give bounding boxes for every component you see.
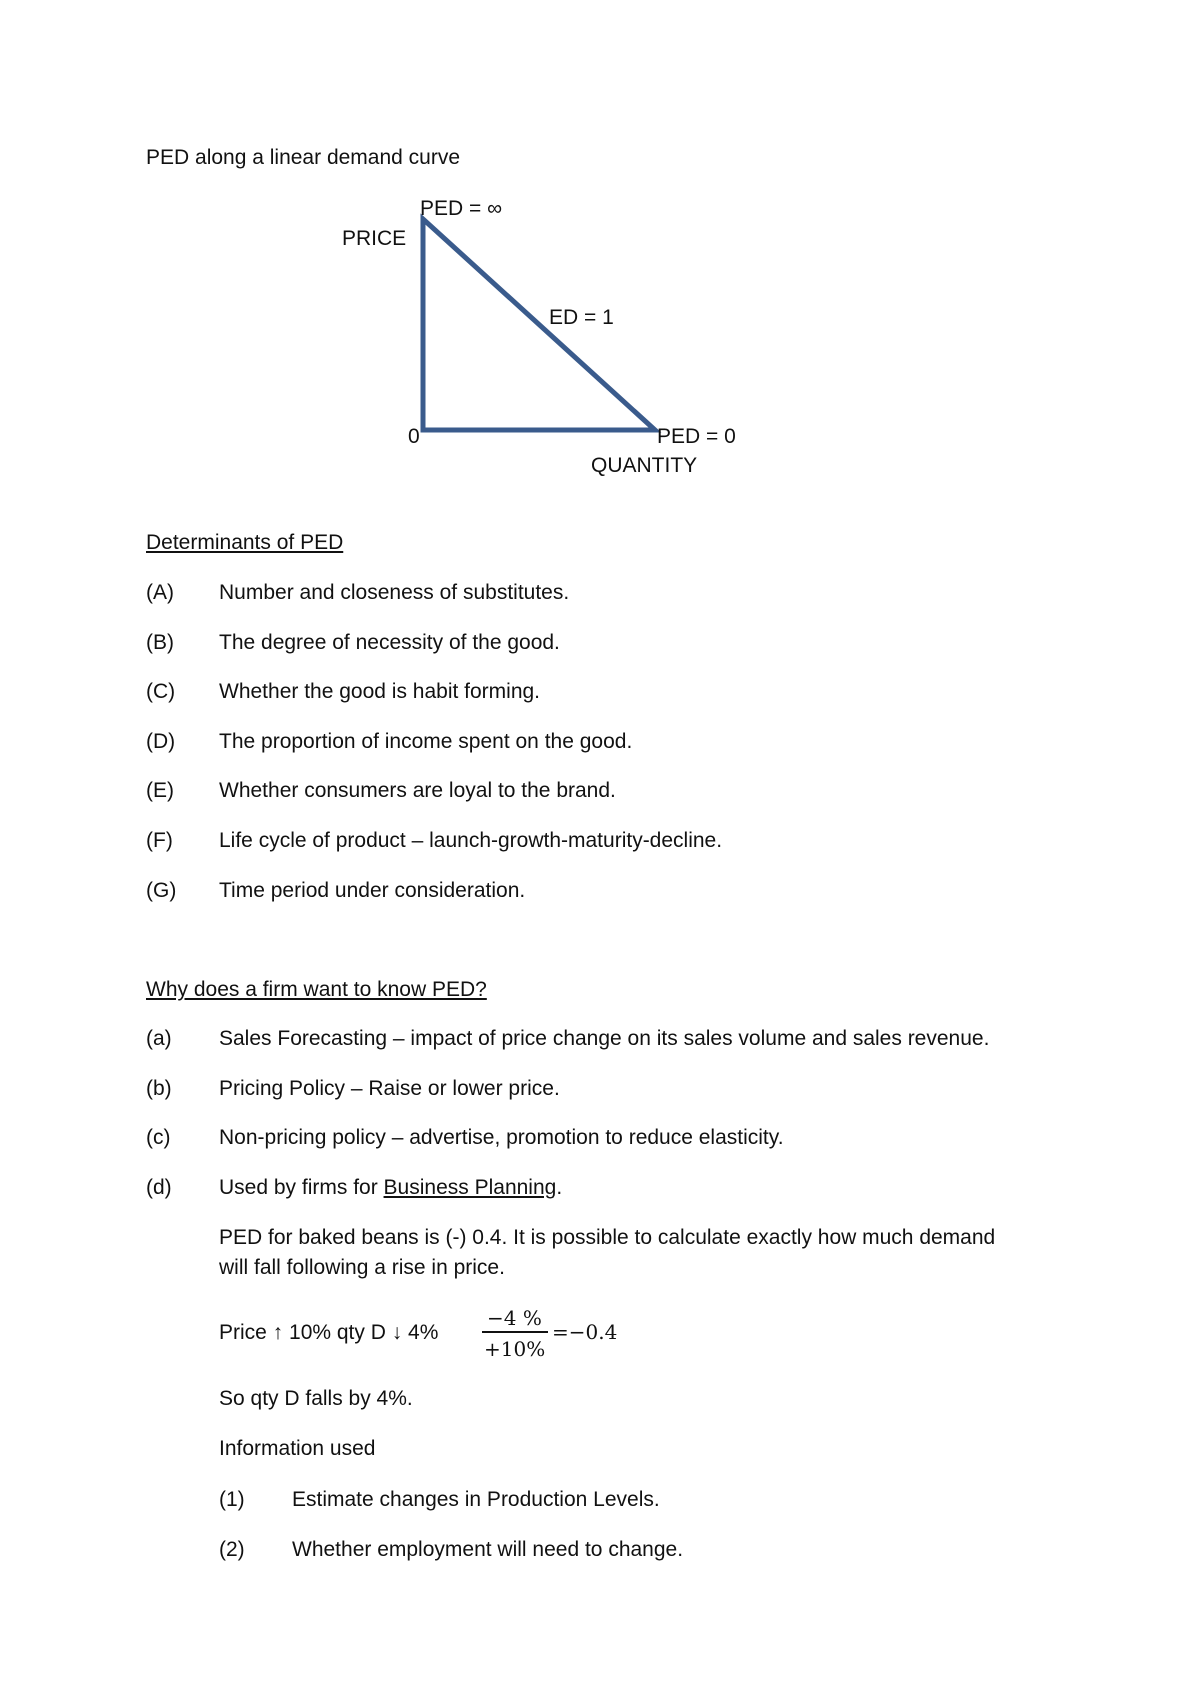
- list-item-label: (a): [146, 1027, 172, 1050]
- demand-curve-diagram: [0, 0, 1200, 500]
- list-item-label: (b): [146, 1077, 172, 1100]
- determinants-title: Determinants of PED: [146, 531, 344, 554]
- list-item-text: Whether consumers are loyal to the brand.: [219, 779, 616, 802]
- list-item-text: Estimate changes in Production Levels.: [292, 1488, 660, 1511]
- list-item-text: [219, 1176, 562, 1200]
- list-item-label: (2): [219, 1538, 245, 1561]
- falls-text: So qty D falls by 4%.: [219, 1387, 413, 1410]
- list-item-label: (D): [146, 730, 176, 753]
- price-axis-label: PRICE: [342, 227, 407, 250]
- list-item-label: (E): [146, 779, 174, 802]
- list-item-label: (A): [146, 581, 174, 604]
- list-item-label: (F): [146, 829, 173, 852]
- list-item-text: Number and closeness of substitutes.: [219, 581, 570, 604]
- beans-paragraph-line1: PED for baked beans is (-) 0.4. It is possible to calculate exactly how much demand: [219, 1226, 996, 1249]
- beans-paragraph-line2: will fall following a rise in price.: [219, 1256, 505, 1279]
- info-used-text: Information used: [219, 1437, 376, 1460]
- list-item-text: Whether employment will need to change.: [292, 1538, 684, 1561]
- ped-infinity-label: PED = ∞: [420, 197, 503, 220]
- business-planning-underlined: Business Planning: [383, 1176, 557, 1199]
- fraction-numerator: −4 %: [487, 1306, 542, 1330]
- fraction-denominator: +10%: [484, 1337, 546, 1361]
- list-item-text: The degree of necessity of the good.: [219, 631, 560, 654]
- list-item-text: Whether the good is habit forming.: [219, 680, 541, 703]
- fraction-bar: [482, 1331, 548, 1333]
- list-item-text: Time period under consideration.: [219, 879, 526, 902]
- demand-triangle: [423, 219, 655, 430]
- ed-one-label: ED = 1: [549, 306, 614, 329]
- text-after: .: [556, 1176, 563, 1199]
- list-item-label: (c): [146, 1126, 171, 1149]
- list-item-label: (C): [146, 680, 176, 703]
- list-item-text: Non-pricing policy – advertise, promotion to reduce elasticity.: [219, 1126, 784, 1149]
- text-before: Used by firms for: [219, 1176, 384, 1199]
- calc-text: Price ↑ 10% qty D ↓ 4%: [219, 1321, 439, 1344]
- list-item-label: (G): [146, 879, 177, 902]
- list-item-label: (B): [146, 631, 174, 654]
- fraction-result: =−0.4: [552, 1320, 618, 1344]
- list-item-label: (1): [219, 1488, 245, 1511]
- list-item-text: Sales Forecasting – impact of price change on its sales volume and sales revenue.: [219, 1027, 990, 1050]
- page-heading: PED along a linear demand curve: [146, 146, 461, 169]
- origin-label: 0: [408, 425, 420, 448]
- list-item-text: The proportion of income spent on the good.: [219, 730, 633, 753]
- ped-zero-label: PED = 0: [657, 425, 736, 448]
- quantity-axis-label: QUANTITY: [591, 454, 698, 477]
- list-item-label: (d): [146, 1176, 172, 1199]
- list-item-text: Life cycle of product – launch-growth-maturity-decline.: [219, 829, 723, 852]
- list-item-text: Pricing Policy – Raise or lower price.: [219, 1077, 560, 1100]
- why-title: Why does a firm want to know PED?: [146, 978, 487, 1001]
